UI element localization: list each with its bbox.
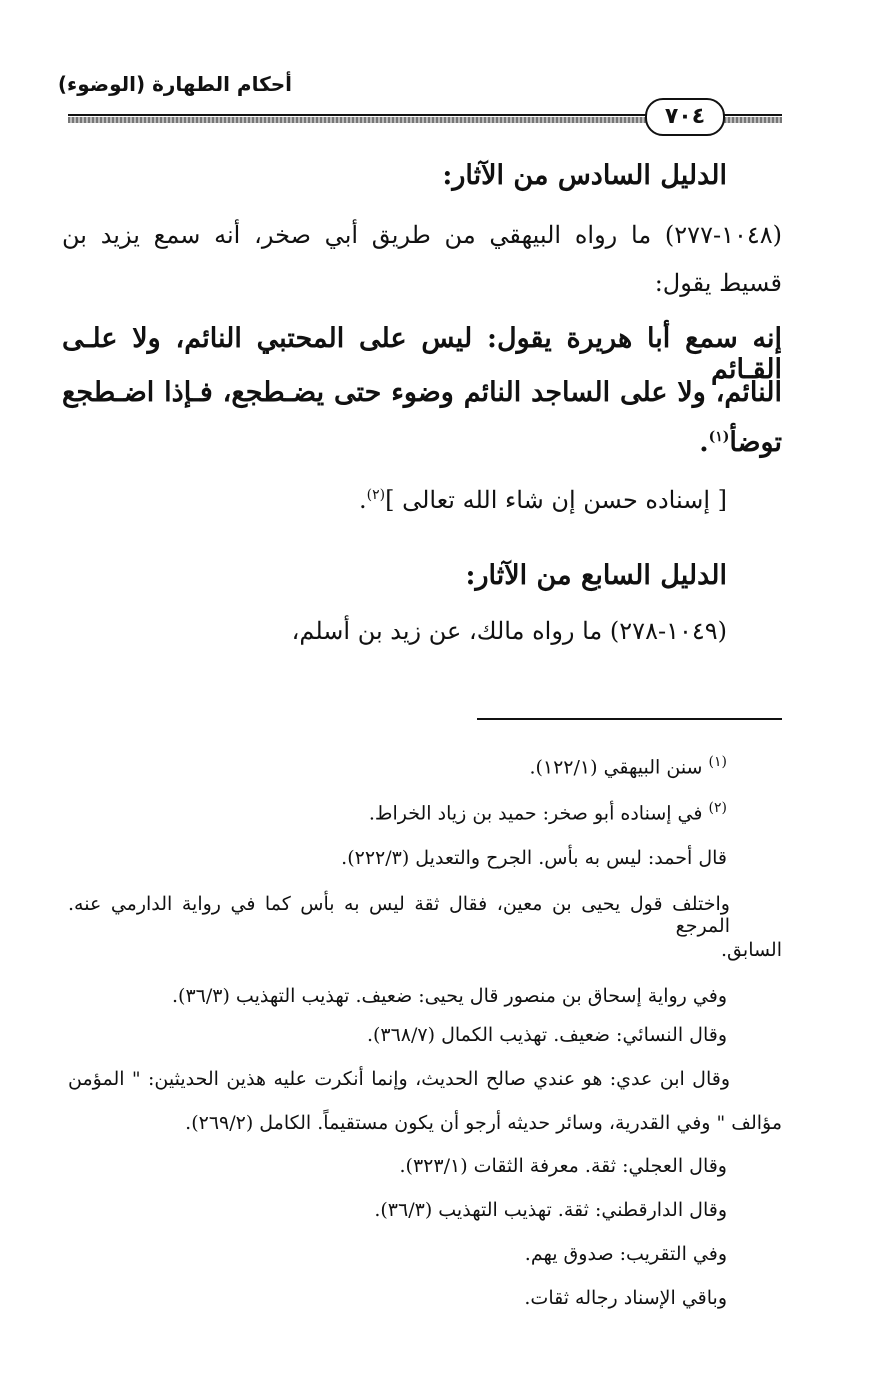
footnote-1-mark: (١) xyxy=(708,754,727,770)
footnote-line-10: وفي التقريب: صدوق يهم. xyxy=(524,1243,727,1265)
footnote-1 xyxy=(529,754,727,778)
footnote-2 xyxy=(369,800,727,824)
footnote-line-4b: السابق. xyxy=(721,939,782,961)
footnote-1-text: سنن البيهقي (١٢٢/١). xyxy=(529,756,703,779)
section6-intro-line2: قسيط يقول: xyxy=(654,269,782,297)
footnote-line-5: وفي رواية إسحاق بن منصور قال يحيى: ضعيف. تهذيب التهذيب (٣٦/٣). xyxy=(172,985,727,1007)
grade-end-mark: . xyxy=(358,486,367,514)
footnote-ref-1: (١) xyxy=(708,429,730,445)
section7-intro-line1: (١٠٤٩-٢٧٨) ما رواه مالك، عن زيد بن أسلم، xyxy=(291,617,727,645)
footnote-2-mark: (٢) xyxy=(708,800,727,816)
footnote-line-6: وقال النسائي: ضعيف. تهذيب الكمال (٣٦٨/٧). xyxy=(366,1024,727,1046)
page-number: ٧٠٤ xyxy=(645,98,725,136)
footnote-line-7b: مؤالف " وفي القدرية، وسائر حديثه أرجو أن يكون مستقيماً. الكامل (٢٦٩/٢). xyxy=(185,1112,782,1134)
running-title: أحكام الطهارة (الوضوء) xyxy=(57,72,292,96)
footnote-line-11: وباقي الإسناد رجاله ثقات. xyxy=(524,1287,727,1309)
quote-end-mark: . xyxy=(699,427,709,458)
footnote-line-8: وقال العجلي: ثقة. معرفة الثقات (٣٢٣/١). xyxy=(399,1155,727,1177)
footnote-line-4a: واختلف قول يحيى بن معين، فقال ثقة ليس به بأس كما في رواية الدارمي عنه. المرجع xyxy=(68,893,730,937)
quote-line-2: النائم، ولا على الساجد النائم وضوء حتى يضـطجع، فـإذا اضـطجع xyxy=(62,377,782,408)
footnote-ref-2: (٢) xyxy=(366,487,386,503)
section6-intro-line1: (١٠٤٨-٢٧٧) ما رواه البيهقي من طريق أبي صخر، أنه سمع يزيد بن xyxy=(62,221,782,249)
footnote-separator xyxy=(477,718,782,720)
section-heading-7: الدليل السابع من الآثار: xyxy=(465,560,727,591)
footnote-line-7a: وقال ابن عدي: هو عندي صالح الحديث، وإنما أنكرت عليه هذين الحديثين: " المؤمن xyxy=(68,1068,730,1090)
section-heading-6: الدليل السادس من الآثار: xyxy=(442,160,727,191)
quote-line-3 xyxy=(699,427,782,458)
quote-last-word: توضأ xyxy=(729,427,782,458)
footnote-line-3: قال أحمد: ليس به بأس. الجرح والتعديل (٢٢٢/٣). xyxy=(341,847,727,869)
footnote-2-text: في إسناده أبو صخر: حميد بن زياد الخراط. xyxy=(368,802,703,825)
quote-line-1: إنه سمع أبا هريرة يقول: ليس على المحتبي النائم، ولا علـى القـائم xyxy=(62,323,782,385)
grade-line xyxy=(359,486,727,514)
footnote-line-9: وقال الدارقطني: ثقة. تهذيب التهذيب (٣٦/٣). xyxy=(374,1199,727,1221)
grade-text: [ إسناده حسن إن شاء الله تعالى ] xyxy=(385,486,727,514)
